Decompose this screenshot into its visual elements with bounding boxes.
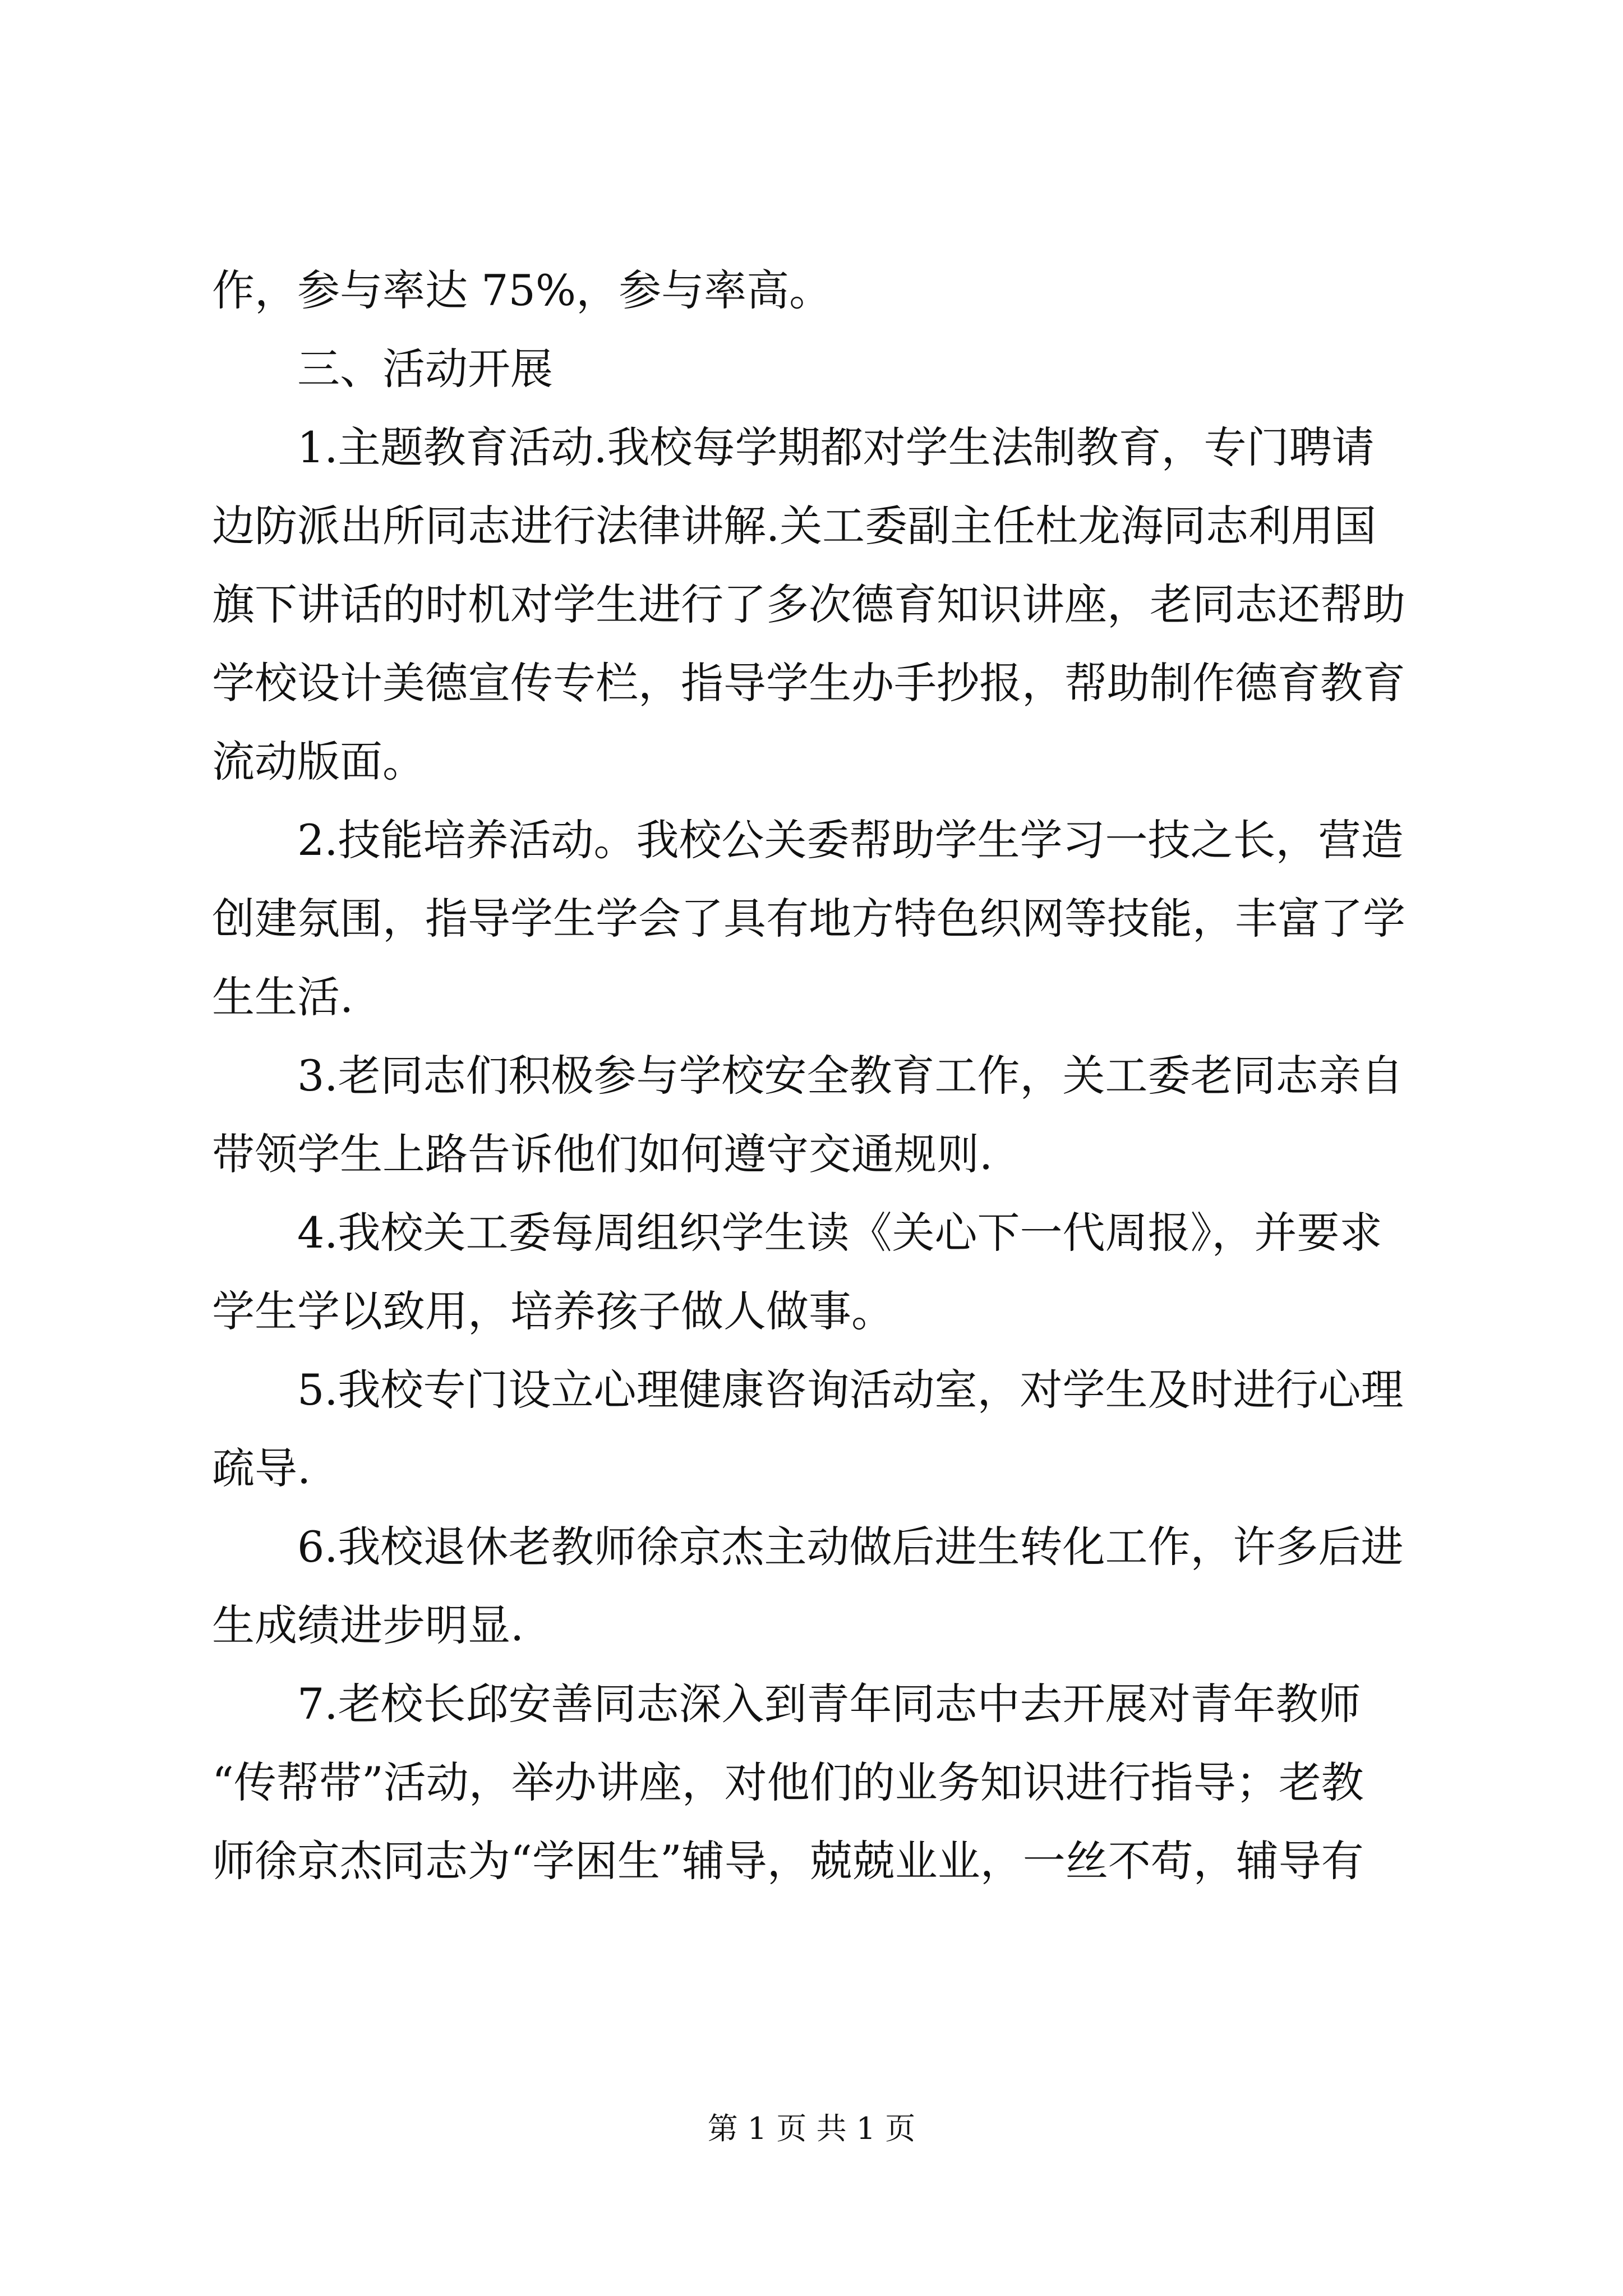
text-line: 流动版面。 [212, 737, 425, 786]
text-line: 2.技能培养活动。我校公关委帮助学生学习一技之长，营造 [297, 815, 1404, 865]
section-heading: 三、活动开展 [297, 344, 553, 394]
text-line: 带领学生上路告诉他们如何遵守交通规则. [212, 1129, 993, 1179]
page-number-footer: 第 1 页 共 1 页 [707, 2111, 916, 2146]
text-line: “传帮带”活动，举办讲座，对他们的业务知识进行指导；老教 [212, 1757, 1364, 1807]
text-line: 6.我校退休老教师徐京杰主动做后进生转化工作，许多后进 [297, 1522, 1404, 1572]
text-line: 生生活. [212, 972, 354, 1022]
text-line: 师徐京杰同志为“学困生”辅导，兢兢业业，一丝不苟，辅导有 [212, 1836, 1364, 1886]
text-line: 边防派出所同志进行法律讲解.关工委副主任杜龙海同志利用国 [212, 501, 1377, 551]
text-line: 生成绩进步明显. [212, 1600, 524, 1650]
text-line: 疏导. [212, 1443, 311, 1493]
text-line: 学校设计美德宣传专栏，指导学生办手抄报，帮助制作德育教育 [212, 658, 1405, 708]
text-line: 作，参与率达 75%，参与率高。 [212, 265, 832, 315]
text-line: 4.我校关工委每周组织学生读《关心下一代周报》，并要求 [297, 1208, 1382, 1258]
text-line: 3.老同志们积极参与学校安全教育工作，关工委老同志亲自 [297, 1051, 1404, 1101]
text-line: 学生学以致用，培养孩子做人做事。 [212, 1286, 894, 1336]
text-line: 5.我校专门设立心理健康咨询活动室，对学生及时进行心理 [297, 1365, 1404, 1415]
text-line: 1.主题教育活动.我校每学期都对学生法制教育，专门聘请 [297, 422, 1375, 472]
text-line: 创建氛围，指导学生学会了具有地方特色织网等技能，丰富了学 [212, 894, 1405, 944]
text-line: 7.老校长邱安善同志深入到青年同志中去开展对青年教师 [297, 1679, 1361, 1729]
text-line: 旗下讲话的时机对学生进行了多次德育知识讲座，老同志还帮助 [212, 579, 1405, 629]
